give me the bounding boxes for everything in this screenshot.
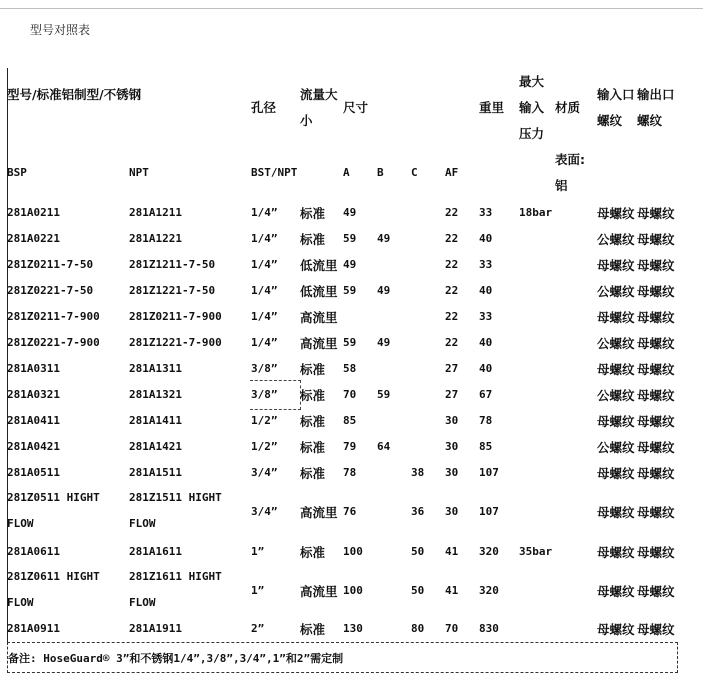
cell-bore: 1/4”	[251, 206, 278, 219]
cell-npt: 281A1311	[129, 362, 182, 375]
cell-npt: 281A1421	[129, 440, 182, 453]
cell-in-thread: 母螺纹	[597, 414, 635, 429]
cell-npt: 281A1411	[129, 414, 182, 427]
cell-bore: 3/8”	[251, 388, 278, 401]
cell-af: 41	[445, 584, 459, 597]
cell-in-thread: 母螺纹	[597, 505, 635, 520]
page-title: 型号对照表	[30, 23, 91, 37]
cell-weight: 40	[479, 362, 493, 375]
cell-bore: 1”	[251, 545, 265, 558]
cell-weight: 40	[479, 336, 493, 349]
cell-a: 59	[343, 336, 357, 349]
cell-af: 41	[445, 545, 459, 558]
cell-weight: 33	[479, 310, 493, 323]
cell-in-thread: 公螺纹	[597, 336, 635, 351]
cell-c: 50	[411, 545, 425, 558]
cell-flow: 标准	[300, 362, 326, 377]
cell-in-thread: 母螺纹	[597, 622, 635, 637]
cell-flow: 高流里	[300, 505, 338, 520]
cell-in-thread: 母螺纹	[597, 362, 635, 377]
cell-flow: 标准	[300, 440, 326, 455]
cell-weight: 320	[479, 584, 499, 597]
cell-bsp: 281A0421	[7, 440, 60, 453]
cell-in-thread: 公螺纹	[597, 388, 635, 403]
header-out-thread: 输出口螺纹	[637, 87, 675, 128]
cell-bsp: 281A0911	[7, 622, 60, 635]
cell-weight: 320	[479, 545, 499, 558]
cell-a: 79	[343, 440, 357, 453]
cell-bsp: 281Z0211-7-900	[7, 310, 100, 323]
cell-bsp: 281A0321	[7, 388, 60, 401]
cell-flow: 标准	[300, 466, 326, 481]
cell-flow: 标准	[300, 232, 326, 247]
cell-flow: 低流里	[300, 258, 338, 273]
cell-c: 36	[411, 505, 425, 518]
cell-in-thread: 母螺纹	[597, 310, 635, 325]
cell-bore: 1/4”	[251, 336, 278, 349]
cell-bore: 1/4”	[251, 232, 278, 245]
cell-weight: 40	[479, 284, 493, 297]
cell-bore: 1/4”	[251, 258, 278, 271]
cell-in-thread: 公螺纹	[597, 440, 635, 455]
cell-npt: 281A1221	[129, 232, 182, 245]
cell-out-thread: 母螺纹	[637, 258, 675, 273]
cell-weight: 830	[479, 622, 499, 635]
cell-bsp: 281A0511	[7, 466, 60, 479]
cell-bore: 3/4”	[251, 505, 278, 518]
cell-bsp: 281A0211	[7, 206, 60, 219]
cell-out-thread: 母螺纹	[637, 505, 675, 520]
cell-npt: 281Z1221-7-50	[129, 284, 216, 297]
cell-a: 59	[343, 232, 357, 245]
cell-bore: 2”	[251, 622, 265, 635]
cell-af: 27	[445, 362, 459, 375]
cell-b: 49	[377, 284, 391, 297]
cell-npt: 281Z1611 HIGHT FLOW	[129, 570, 222, 609]
cell-af: 22	[445, 336, 459, 349]
cell-flow: 标准	[300, 622, 326, 637]
cell-bsp: 281Z0221-7-900	[7, 336, 100, 349]
cell-bore: 3/4”	[251, 466, 278, 479]
cell-npt: 281Z1221-7-900	[129, 336, 222, 349]
cell-flow: 标准	[300, 388, 326, 403]
header-size: 尺寸	[343, 100, 369, 115]
subheader-bst-npt: BST/NPT	[251, 166, 298, 179]
cell-in-thread: 母螺纹	[597, 466, 635, 481]
cell-a: 100	[343, 545, 363, 558]
subheader-af: AF	[445, 166, 459, 179]
cell-out-thread: 母螺纹	[637, 284, 675, 299]
cell-bsp: 281A0611	[7, 545, 60, 558]
cell-bsp: 281Z0611 HIGHT FLOW	[7, 570, 100, 609]
cell-bore: 3/8”	[251, 362, 278, 375]
cell-af: 27	[445, 388, 459, 401]
header-material: 材质	[555, 100, 581, 115]
cell-bore: 1/4”	[251, 310, 278, 323]
cell-a: 78	[343, 466, 357, 479]
cell-weight: 33	[479, 258, 493, 271]
cell-b: 49	[377, 336, 391, 349]
note-text: 备注: HoseGuard® 3”和不锈钢1/4”,3/8”,3/4”,1”和2”需定制	[8, 652, 344, 665]
cell-pressure: 18bar	[519, 206, 553, 219]
cell-out-thread: 母螺纹	[637, 414, 675, 429]
subheader-npt: NPT	[129, 166, 149, 179]
cell-out-thread: 母螺纹	[637, 310, 675, 325]
cell-af: 30	[445, 505, 459, 518]
cell-a: 76	[343, 505, 357, 518]
cell-af: 22	[445, 310, 459, 323]
cell-out-thread: 母螺纹	[637, 622, 675, 637]
cell-in-thread: 母螺纹	[597, 584, 635, 599]
cell-out-thread: 母螺纹	[637, 336, 675, 351]
cell-af: 22	[445, 232, 459, 245]
cell-npt: 281A1321	[129, 388, 182, 401]
cell-in-thread: 母螺纹	[597, 545, 635, 560]
cell-npt: 281A1511	[129, 466, 182, 479]
cell-b: 59	[377, 388, 391, 401]
cell-weight: 40	[479, 232, 493, 245]
cell-a: 58	[343, 362, 357, 375]
cell-bore: 1/2”	[251, 440, 278, 453]
cell-bsp: 281Z0511 HIGHT FLOW	[7, 491, 100, 530]
cell-a: 49	[343, 258, 357, 271]
subheader-c: C	[411, 166, 418, 179]
cell-weight: 107	[479, 466, 499, 479]
cell-weight: 33	[479, 206, 493, 219]
cell-b: 64	[377, 440, 391, 453]
cell-bore: 1/4”	[251, 284, 278, 297]
header-max-pressure: 最大输入压力	[519, 74, 545, 141]
cell-weight: 67	[479, 388, 493, 401]
header-weight: 重里	[479, 100, 505, 115]
cell-c: 50	[411, 584, 425, 597]
header-in-thread: 输入口螺纹	[597, 87, 635, 128]
note-box	[7, 642, 678, 673]
cell-out-thread: 母螺纹	[637, 584, 675, 599]
cell-bsp: 281A0311	[7, 362, 60, 375]
cell-a: 70	[343, 388, 357, 401]
cell-in-thread: 公螺纹	[597, 284, 635, 299]
cell-bsp: 281Z0221-7-50	[7, 284, 94, 297]
cell-flow: 高流里	[300, 584, 338, 599]
cell-af: 30	[445, 414, 459, 427]
cell-a: 59	[343, 284, 357, 297]
cell-af: 30	[445, 440, 459, 453]
top-divider	[0, 8, 703, 9]
cell-af: 70	[445, 622, 459, 635]
cell-flow: 标准	[300, 414, 326, 429]
cell-in-thread: 母螺纹	[597, 206, 635, 221]
cell-a: 130	[343, 622, 363, 635]
cell-npt: 281Z1211-7-50	[129, 258, 216, 271]
cell-flow: 高流里	[300, 310, 338, 325]
cell-flow: 标准	[300, 545, 326, 560]
cell-npt: 281A1211	[129, 206, 182, 219]
cell-c: 80	[411, 622, 425, 635]
cell-bsp: 281A0221	[7, 232, 60, 245]
cell-npt: 281A1611	[129, 545, 182, 558]
subheader-a: A	[343, 166, 350, 179]
cell-weight: 107	[479, 505, 499, 518]
header-material-sub: 表面:铝	[555, 152, 585, 193]
header-model: 型号/标准铝制型/不锈钢	[7, 87, 142, 102]
cell-af: 30	[445, 466, 459, 479]
cell-out-thread: 母螺纹	[637, 388, 675, 403]
cell-flow: 标准	[300, 206, 326, 221]
cell-c: 38	[411, 466, 425, 479]
cell-npt: 281Z0211-7-900	[129, 310, 222, 323]
cell-in-thread: 母螺纹	[597, 258, 635, 273]
cell-a: 100	[343, 584, 363, 597]
header-bore: 孔径	[251, 100, 277, 115]
cell-bore: 1/2”	[251, 414, 278, 427]
cell-bsp: 281A0411	[7, 414, 60, 427]
cell-out-thread: 母螺纹	[637, 545, 675, 560]
header-flow: 流量大小	[300, 87, 338, 128]
cell-b: 49	[377, 232, 391, 245]
cell-out-thread: 母螺纹	[637, 362, 675, 377]
cell-bore: 1”	[251, 584, 265, 597]
cell-a: 85	[343, 414, 357, 427]
subheader-b: B	[377, 166, 384, 179]
cell-in-thread: 公螺纹	[597, 232, 635, 247]
cell-out-thread: 母螺纹	[637, 232, 675, 247]
cell-out-thread: 母螺纹	[637, 466, 675, 481]
cell-weight: 78	[479, 414, 493, 427]
cell-weight: 85	[479, 440, 493, 453]
cell-bsp: 281Z0211-7-50	[7, 258, 94, 271]
cell-npt: 281Z1511 HIGHT FLOW	[129, 491, 222, 530]
cell-out-thread: 母螺纹	[637, 440, 675, 455]
cell-af: 22	[445, 258, 459, 271]
cell-pressure: 35bar	[519, 545, 553, 558]
cell-af: 22	[445, 206, 459, 219]
cell-out-thread: 母螺纹	[637, 206, 675, 221]
cell-flow: 低流里	[300, 284, 338, 299]
subheader-bsp: BSP	[7, 166, 27, 179]
cell-af: 22	[445, 284, 459, 297]
cell-npt: 281A1911	[129, 622, 182, 635]
cell-a: 49	[343, 206, 357, 219]
cell-flow: 高流里	[300, 336, 338, 351]
